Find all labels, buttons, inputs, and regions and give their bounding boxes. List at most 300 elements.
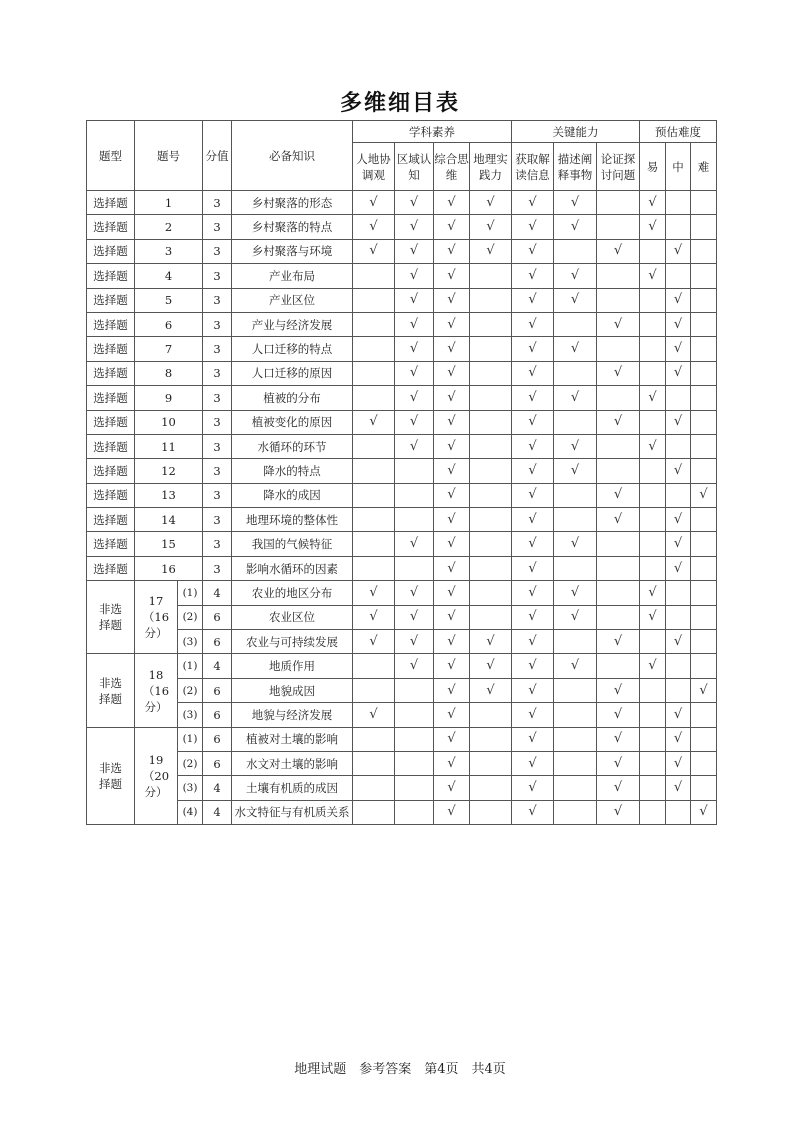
table-row (87, 508, 717, 532)
header-literacy-item: 地理实践力 (470, 143, 512, 191)
check-mark: √ (409, 658, 419, 674)
check-mark: √ (447, 462, 456, 478)
check-cell (434, 312, 470, 336)
check-cell (470, 800, 512, 824)
check-cell (691, 215, 717, 239)
check-mark: √ (528, 633, 537, 649)
check-cell (512, 532, 554, 556)
check-cell (597, 776, 640, 800)
question-type: 选择题 (87, 337, 135, 361)
check-cell (434, 191, 470, 215)
check-cell (640, 288, 666, 312)
question-type: 选择题 (87, 483, 135, 507)
check-cell (470, 678, 512, 702)
question-type: 选择题 (87, 239, 135, 263)
check-cell (666, 751, 691, 775)
question-score: 3 (203, 337, 232, 361)
check-cell (395, 654, 434, 678)
check-cell (353, 605, 395, 629)
knowledge-point: 地貌成因 (232, 678, 353, 702)
question-type: 选择题 (87, 386, 135, 410)
question-type (87, 727, 135, 825)
check-mark: √ (673, 511, 683, 527)
check-cell (554, 678, 597, 702)
check-mark: √ (409, 536, 419, 552)
check-cell (353, 410, 395, 434)
check-cell (640, 434, 666, 458)
question-score: 6 (203, 605, 232, 629)
question-score: 3 (203, 215, 232, 239)
question-number (135, 654, 178, 727)
check-cell (640, 386, 666, 410)
check-cell (597, 191, 640, 215)
knowledge-point: 土壤有机质的成因 (232, 776, 353, 800)
check-cell (554, 727, 597, 751)
check-cell (395, 361, 434, 385)
check-mark: √ (486, 243, 495, 259)
check-cell (554, 605, 597, 629)
check-cell (666, 410, 691, 434)
check-cell (640, 337, 666, 361)
check-cell (395, 239, 434, 263)
check-cell (666, 239, 691, 263)
check-cell (597, 410, 640, 434)
table-row (87, 337, 717, 361)
check-cell (353, 288, 395, 312)
check-cell (434, 459, 470, 483)
check-mark: √ (648, 609, 657, 625)
check-cell (640, 581, 666, 605)
check-cell (640, 239, 666, 263)
check-mark: √ (570, 462, 580, 478)
check-cell (395, 703, 434, 727)
check-mark: √ (447, 365, 456, 381)
check-cell (470, 751, 512, 775)
check-cell (512, 191, 554, 215)
question-score: 3 (203, 532, 232, 556)
check-cell (691, 386, 717, 410)
table-row (87, 215, 717, 239)
check-cell (395, 264, 434, 288)
table-row (87, 410, 717, 434)
check-cell (434, 581, 470, 605)
check-cell (512, 703, 554, 727)
check-cell (640, 654, 666, 678)
check-cell (470, 727, 512, 751)
check-mark: √ (528, 755, 537, 771)
check-cell (353, 434, 395, 458)
check-mark: √ (369, 633, 378, 649)
question-type: 选择题 (87, 288, 135, 312)
check-cell (691, 459, 717, 483)
check-cell (395, 751, 434, 775)
check-cell (395, 581, 434, 605)
check-cell (554, 800, 597, 824)
check-cell (691, 776, 717, 800)
check-mark: √ (447, 706, 456, 722)
check-mark: √ (613, 755, 623, 771)
check-cell (691, 630, 717, 654)
check-cell (512, 800, 554, 824)
check-cell (434, 751, 470, 775)
question-type-label: 非选择题 (99, 675, 122, 706)
check-mark: √ (447, 219, 456, 235)
knowledge-point: 我国的气候特征 (232, 532, 353, 556)
check-cell (640, 678, 666, 702)
check-mark: √ (447, 633, 456, 649)
table-row (87, 386, 717, 410)
table-row (87, 751, 717, 775)
check-mark: √ (369, 243, 378, 259)
table-row (87, 605, 717, 629)
check-cell (691, 312, 717, 336)
check-mark: √ (528, 316, 537, 332)
check-mark: √ (528, 584, 537, 600)
check-mark: √ (528, 731, 537, 747)
check-mark: √ (447, 487, 456, 503)
check-mark: √ (486, 658, 495, 674)
check-mark: √ (570, 438, 580, 454)
check-cell (554, 361, 597, 385)
check-cell (395, 386, 434, 410)
check-mark: √ (648, 194, 657, 210)
check-mark: √ (409, 316, 419, 332)
check-cell (434, 386, 470, 410)
check-cell (512, 215, 554, 239)
knowledge-point: 地理环境的整体性 (232, 508, 353, 532)
check-cell (666, 654, 691, 678)
table-row (87, 312, 717, 336)
check-cell (666, 532, 691, 556)
check-cell (470, 288, 512, 312)
check-mark: √ (447, 536, 456, 552)
header-ability: 关键能力 (512, 121, 640, 143)
check-mark: √ (409, 584, 419, 600)
check-mark: √ (570, 389, 580, 405)
check-cell (434, 288, 470, 312)
check-mark: √ (613, 633, 623, 649)
header-ability-item: 描述阐释事物 (554, 143, 597, 191)
check-mark: √ (648, 658, 657, 674)
check-cell (597, 605, 640, 629)
knowledge-point: 人口迁移的特点 (232, 337, 353, 361)
check-mark: √ (570, 658, 580, 674)
table-row (87, 239, 717, 263)
check-cell (597, 508, 640, 532)
check-cell (512, 727, 554, 751)
check-cell (640, 264, 666, 288)
table-row (87, 556, 717, 580)
check-cell (554, 751, 597, 775)
question-score: 3 (203, 556, 232, 580)
check-cell (666, 800, 691, 824)
check-cell (691, 532, 717, 556)
check-mark: √ (673, 462, 683, 478)
header-literacy: 学科素养 (353, 121, 512, 143)
check-cell (470, 459, 512, 483)
check-cell (554, 239, 597, 263)
check-mark: √ (528, 462, 537, 478)
check-cell (554, 630, 597, 654)
question-type: 选择题 (87, 434, 135, 458)
check-cell (353, 630, 395, 654)
knowledge-point: 地质作用 (232, 654, 353, 678)
knowledge-point: 植被对土壤的影响 (232, 727, 353, 751)
check-cell (666, 361, 691, 385)
check-cell (597, 654, 640, 678)
table-row (87, 459, 717, 483)
check-cell (434, 605, 470, 629)
question-type: 选择题 (87, 532, 135, 556)
sub-question-number: (2) (178, 751, 203, 775)
knowledge-point: 乡村聚落的特点 (232, 215, 353, 239)
check-cell (666, 605, 691, 629)
header-literacy-item: 综合思维 (434, 143, 470, 191)
check-cell (395, 483, 434, 507)
check-cell (434, 361, 470, 385)
check-cell (640, 312, 666, 336)
check-cell (353, 703, 395, 727)
check-cell (554, 434, 597, 458)
check-mark: √ (447, 292, 456, 308)
check-mark: √ (673, 560, 683, 576)
question-number: 11 (135, 434, 203, 458)
knowledge-point: 产业布局 (232, 264, 353, 288)
check-cell (470, 361, 512, 385)
check-mark: √ (613, 414, 623, 430)
knowledge-point: 植被变化的原因 (232, 410, 353, 434)
check-cell (434, 239, 470, 263)
check-cell (434, 264, 470, 288)
question-type (87, 581, 135, 654)
check-cell (666, 727, 691, 751)
check-cell (691, 605, 717, 629)
check-cell (666, 337, 691, 361)
check-cell (395, 312, 434, 336)
check-mark: √ (447, 658, 456, 674)
header-ability-item: 获取解读信息 (512, 143, 554, 191)
sub-question-number: (2) (178, 605, 203, 629)
table-row (87, 678, 717, 702)
check-cell (597, 361, 640, 385)
check-mark: √ (673, 633, 683, 649)
sub-question-number: (2) (178, 678, 203, 702)
check-cell (666, 191, 691, 215)
check-mark: √ (528, 536, 537, 552)
check-cell (434, 532, 470, 556)
check-cell (434, 800, 470, 824)
check-cell (434, 630, 470, 654)
check-cell (512, 361, 554, 385)
check-cell (512, 776, 554, 800)
check-cell (597, 386, 640, 410)
check-cell (434, 776, 470, 800)
check-cell (691, 337, 717, 361)
knowledge-point: 地貌与经济发展 (232, 703, 353, 727)
check-cell (434, 556, 470, 580)
check-cell (554, 288, 597, 312)
check-mark: √ (648, 267, 657, 283)
check-mark: √ (648, 219, 657, 235)
check-mark: √ (409, 609, 419, 625)
question-total-score: （20分） (142, 768, 170, 799)
question-number: 16 (135, 556, 203, 580)
check-cell (666, 776, 691, 800)
knowledge-point: 产业区位 (232, 288, 353, 312)
check-cell (597, 556, 640, 580)
question-score: 3 (203, 410, 232, 434)
check-cell (395, 605, 434, 629)
check-cell (691, 410, 717, 434)
check-mark: √ (447, 316, 456, 332)
header-number: 题号 (135, 121, 203, 191)
check-cell (470, 434, 512, 458)
check-cell (353, 654, 395, 678)
question-score: 3 (203, 459, 232, 483)
check-mark: √ (528, 292, 537, 308)
check-mark: √ (613, 243, 623, 259)
question-score: 4 (203, 776, 232, 800)
check-cell (691, 703, 717, 727)
check-cell (434, 434, 470, 458)
check-cell (666, 215, 691, 239)
check-cell (353, 508, 395, 532)
check-cell (395, 532, 434, 556)
check-cell (640, 191, 666, 215)
check-cell (554, 410, 597, 434)
check-mark: √ (409, 194, 419, 210)
check-mark: √ (528, 658, 537, 674)
header-difficulty-hard: 难 (691, 143, 717, 191)
check-mark: √ (369, 219, 378, 235)
check-cell (395, 410, 434, 434)
check-cell (666, 508, 691, 532)
check-mark: √ (447, 609, 456, 625)
check-cell (691, 483, 717, 507)
question-number (135, 581, 178, 654)
check-cell (640, 776, 666, 800)
check-mark: √ (528, 804, 537, 820)
header-ability-item: 论证探讨问题 (597, 143, 640, 191)
check-cell (512, 483, 554, 507)
check-mark: √ (447, 731, 456, 747)
check-cell (597, 581, 640, 605)
check-mark: √ (673, 780, 683, 796)
check-mark: √ (613, 487, 623, 503)
check-mark: √ (409, 267, 419, 283)
check-cell (512, 581, 554, 605)
check-cell (470, 532, 512, 556)
check-cell (666, 288, 691, 312)
check-mark: √ (570, 219, 580, 235)
check-cell (597, 288, 640, 312)
check-cell (353, 751, 395, 775)
check-cell (470, 776, 512, 800)
question-type: 选择题 (87, 459, 135, 483)
check-mark: √ (648, 438, 657, 454)
check-cell (554, 703, 597, 727)
check-mark: √ (447, 511, 456, 527)
question-score: 3 (203, 508, 232, 532)
check-cell (470, 556, 512, 580)
check-cell (554, 532, 597, 556)
check-cell (597, 215, 640, 239)
check-cell (691, 654, 717, 678)
check-cell (470, 654, 512, 678)
check-cell (640, 410, 666, 434)
check-cell (395, 508, 434, 532)
question-score: 3 (203, 288, 232, 312)
check-cell (395, 191, 434, 215)
check-mark: √ (409, 243, 419, 259)
check-cell (434, 337, 470, 361)
check-cell (353, 191, 395, 215)
check-cell (597, 434, 640, 458)
question-type: 选择题 (87, 312, 135, 336)
check-cell (554, 337, 597, 361)
check-cell (353, 215, 395, 239)
question-number: 13 (135, 483, 203, 507)
question-type: 选择题 (87, 508, 135, 532)
check-cell (597, 239, 640, 263)
header-score: 分值 (203, 121, 232, 191)
check-mark: √ (528, 414, 537, 430)
check-cell (597, 678, 640, 702)
check-mark: √ (570, 267, 580, 283)
table-row (87, 361, 717, 385)
check-cell (640, 508, 666, 532)
knowledge-point: 乡村聚落的形态 (232, 191, 353, 215)
check-mark: √ (447, 780, 456, 796)
check-cell (640, 751, 666, 775)
check-mark: √ (447, 243, 456, 259)
check-cell (395, 800, 434, 824)
check-cell (512, 264, 554, 288)
check-cell (512, 386, 554, 410)
check-mark: √ (528, 341, 537, 357)
check-cell (512, 630, 554, 654)
check-cell (666, 386, 691, 410)
check-cell (691, 264, 717, 288)
question-type: 选择题 (87, 215, 135, 239)
question-number: 9 (135, 386, 203, 410)
check-mark: √ (673, 536, 683, 552)
check-cell (434, 678, 470, 702)
table-row (87, 703, 717, 727)
header-type: 题型 (87, 121, 135, 191)
check-cell (353, 556, 395, 580)
knowledge-point: 降水的成因 (232, 483, 353, 507)
check-mark: √ (613, 511, 623, 527)
check-cell (666, 312, 691, 336)
check-cell (691, 191, 717, 215)
check-cell (640, 800, 666, 824)
check-mark: √ (673, 365, 683, 381)
check-cell (353, 727, 395, 751)
check-mark: √ (673, 243, 683, 259)
check-cell (554, 508, 597, 532)
check-cell (640, 630, 666, 654)
check-mark: √ (528, 487, 537, 503)
question-number: 14 (135, 508, 203, 532)
check-mark: √ (699, 487, 708, 503)
check-cell (512, 751, 554, 775)
check-mark: √ (447, 267, 456, 283)
check-cell (666, 556, 691, 580)
check-mark: √ (673, 414, 683, 430)
check-cell (691, 288, 717, 312)
table-row (87, 532, 717, 556)
